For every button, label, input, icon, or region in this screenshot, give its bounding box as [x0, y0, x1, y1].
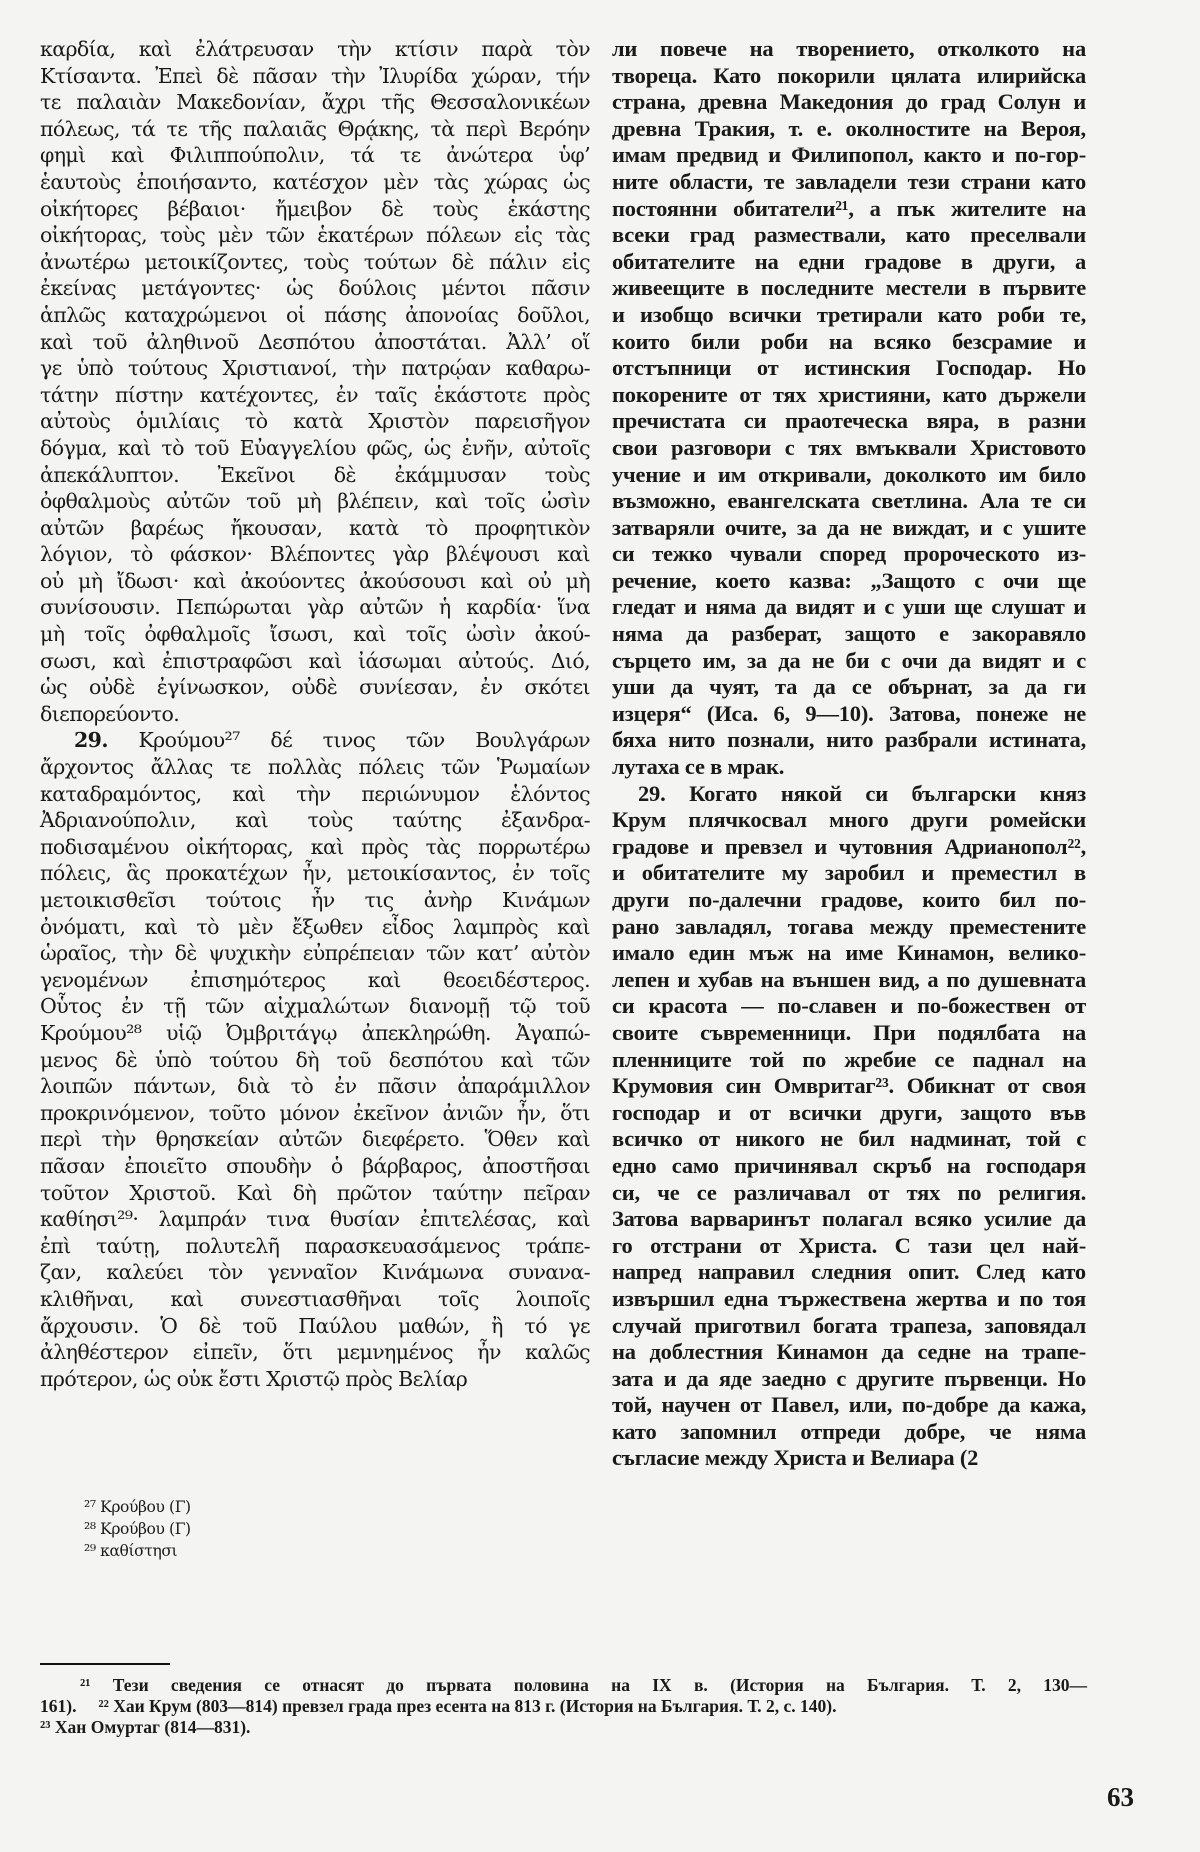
text-line: πρότερον, ὡς οὐκ ἔστι Χριστῷ πρὸς Βελίαρ: [40, 1366, 468, 1391]
greek-footnote-29: ²⁹ καθίστησι: [84, 1542, 178, 1560]
text-line: гледат и няма да видят и с уши ще слушат и: [612, 594, 1086, 620]
text-line: напред направил следния опит. След като: [612, 1259, 1086, 1285]
bulgarian-footnote-21: ²¹ Тези сведения се отнасят до първата половина на IX в. (История на България. Т. 2, 130—: [80, 1675, 1087, 1695]
text-line: καὶ τοῦ ἀληθινοῦ Δεσπότου ἀποστάται. Ἀλλ’ οἵ: [40, 329, 590, 354]
greek-footnote-28: ²⁸ Κρούβου (Γ): [84, 1520, 191, 1538]
text-line: καταδραμόντος, καὶ τὴν περιώνυμον ἑλόντος: [40, 781, 590, 806]
text-line: рано завладял, тогава между преместените: [612, 913, 1086, 939]
text-line: древна Тракия, т. е. околностите на Вероя,: [612, 115, 1086, 141]
text-line: учение и им откривали, доколкото им било: [612, 461, 1086, 487]
text-line: ἀνωτέρω μετοικίζοντες, τοὺς τούτων δὲ πάλιν εἰς: [40, 249, 590, 274]
text-line: διεπορεύοντο.: [40, 701, 180, 726]
text-line: Затова варваринът полагал всяко усилие да: [612, 1206, 1086, 1232]
text-line: οἰκήτορες βέβαιοι· ἤμειβον δὲ τοὺς ἑκάστης: [40, 196, 590, 221]
text-line: всеки град размествали, като преселвали: [612, 222, 1086, 248]
text-line: на доблестния Кинамон да седне на трапе-: [612, 1339, 1086, 1365]
text-line: като запомнил отпреди добре, че няма: [612, 1418, 1086, 1444]
text-line: αὐτοὺς ὁμιλίαις τὸ κατὰ Χριστὸν παρεισῆγον: [40, 409, 590, 434]
text-line: καρδία, καὶ ἐλάτρευσαν τὴν κτίσιν παρὰ τὸν: [40, 37, 590, 61]
text-line: τοῦτον Χριστοῦ. Καὶ δὴ πρῶτον ταύτην πεῖραν: [40, 1180, 590, 1205]
text-line: Крумовия син Омвритаг²³. Обикнат от своя: [612, 1073, 1086, 1099]
bulgarian-translation-column: [612, 36, 1086, 1472]
text-line: πόλεως, τά τε τῆς παλαιᾶς Θρᾴκης, τὰ περὶ Βερόην: [40, 116, 590, 141]
text-line: ὀφθαλμοὺς αὐτῶν τοῦ μὴ βλέπειν, καὶ τοῖς ὠσὶν: [40, 489, 590, 514]
text-line: имам предвид и Филипопол, както и по-гор-: [612, 142, 1086, 168]
text-line: μὴ τοῖς ὀφθαλμοῖς ἴσωσι, καὶ τοῖς ὠσὶν ἀκού-: [40, 622, 590, 647]
text-line: δόγμα, καὶ τὸ τοῦ Εὐαγγελίου φῶς, ὡς ἐνῆν, αὐτοῖς: [40, 435, 590, 460]
text-line: Κτίσαντα. Ἐπεὶ δὲ πᾶσαν τὴν Ἰλυρίδα χώραν, τήν: [40, 63, 590, 88]
bulgarian-footnotes: [40, 1675, 1087, 1738]
text-line: и обитателите му заробил и преместил в: [612, 860, 1086, 886]
text-line: лутаха се в мрак.: [612, 754, 785, 780]
text-line: μενος δὲ ὑπὸ τούτου δὴ τοῦ δεσπότου καὶ τῶν: [40, 1047, 590, 1072]
text-line: ἀληθέστερον εἰπεῖν, ὅτι μεμνημένος ἦν καλῶς: [40, 1340, 590, 1365]
text-line: лепен и хубав на външен вид, а по душевната: [612, 966, 1086, 992]
text-line: съгласие между Христа и Велиара (2: [612, 1445, 979, 1471]
text-line: и изобщо всички третирали като роби те,: [612, 301, 1086, 327]
text-line: свои разговори с тях вмъквали Христовото: [612, 434, 1086, 460]
text-line: οἰκήτορας, τοὺς μὲν τῶν ἑκατέρων πόλεων εἰς τὰς: [40, 223, 590, 248]
bulgarian-footnote-22: 161). ²² Хаи Крум (803—814) превзел града през есента на 813 г. (История на България. Т. 2, с. 140).: [40, 1696, 837, 1716]
text-line: καθίησι²⁹· λαμπράν τινα θυσίαν ἐπιτελέσας, καὶ: [40, 1207, 590, 1232]
greek-apparatus-footnotes: [84, 1496, 191, 1562]
text-line: ните области, те завладели тези страни като: [612, 168, 1086, 194]
page-number: 63: [1107, 1782, 1134, 1812]
text-line: извършил една тържествена жертва и по тоя: [612, 1285, 1086, 1311]
text-line: φημὶ καὶ Φιλιππούπολιν, τά τε ἀνώτερα ὑφ’: [40, 143, 590, 168]
text-line: имало един мъж на име Кинамон, велико-: [612, 940, 1086, 966]
text-line: ἀπεκάλυπτον. Ἐκεῖνοι δὲ ἐκάμμυσαν τοὺς: [40, 462, 590, 487]
text-line: συνίσουσιν. Πεπώρωται γὰρ αὐτῶν ἡ καρδία· ἵνα: [40, 595, 590, 620]
text-line: πᾶσαν ἐποιεῖτο σπουδὴν ὁ βάρβαρος, ἀποστῆσαι: [40, 1153, 590, 1178]
text-line: изцеря“ (Иса. 6, 9—10). Затова, понеже не: [612, 700, 1086, 726]
text-line: κλιθῆναι, καὶ συνεστιασθῆναι τοῖς λοιποῖς: [40, 1286, 590, 1311]
text-line: покорените от тях християни, като държели: [612, 381, 1086, 407]
text-line: προκρινόμενον, τοῦτο μόνον ἐκεῖνον ἀνιῶν ἦν, ὅτι: [40, 1100, 590, 1125]
text-line: пленниците той по жребие се паднал на: [612, 1046, 1086, 1072]
text-line: едно само причинявал скръб на господаря: [612, 1152, 1086, 1178]
text-line: ὀνόματι, καὶ τὸ μὲν ἔξωθεν εἶδος λαμπρὸς καὶ: [40, 914, 590, 939]
text-line: λοιπῶν πάντων, διὰ τὸ ἐν πᾶσιν ἀπαράμιλλον: [40, 1074, 590, 1099]
text-line: господар и от всички други, защото във: [612, 1099, 1086, 1125]
text-line: ἑαυτοὺς ἐποιήσαντο, κατέσχον μὲν τὰς χώρας ὡς: [40, 169, 590, 194]
text-line: бяха нито познали, нито разбрали истината,: [612, 727, 1086, 753]
text-line: той, научен от Павел, или, по-добре да кажа,: [612, 1392, 1086, 1418]
text-line: ὡραῖος, τὴν δὲ ψυχικὴν εὐπρέπειαν τῶν κατ’ αὐτὸν: [40, 941, 590, 966]
text-line: градове и превзел и чутовния Адрианопол²²,: [612, 833, 1086, 859]
text-line: възможно, евангелската светлина. Ала те си: [612, 488, 1086, 514]
text-line: затваряли очите, за да не виждат, и с ушите: [612, 514, 1086, 540]
text-line: други по-далечни градове, които бил по-: [612, 887, 1086, 912]
text-line: ἄρχουσιν. Ὁ δὲ τοῦ Παύλου μαθών, ἢ τό γε: [40, 1313, 590, 1338]
bulgarian-footnote-23: ²³ Хан Омуртаг (814—831).: [40, 1717, 251, 1737]
text-line: ὡς οὐδὲ ἐγίνωσκον, οὐδὲ συνίεσαν, ἐν σκότει: [40, 675, 590, 700]
footnote-separator-rule: [40, 1663, 170, 1665]
text-line: σωσι, καὶ ἐπιστραφῶσι καὶ ἰάσωμαι αὐτούς. Διό,: [40, 648, 590, 673]
text-line: своите съвременници. При подялбата на: [612, 1019, 1086, 1045]
text-line: си, че се различавал от тях по религия.: [612, 1179, 1086, 1205]
text-line: няма да разберат, защото е закоравяло: [612, 621, 1086, 647]
text-line: обитателите на едни градове в други, а: [612, 248, 1086, 274]
text-line: си тежко чували според пророческото из-: [612, 541, 1086, 567]
text-line: τε παλαιὰν Μακεδονίαν, ἄχρι τῆς Θεσσαλονικέων: [40, 90, 590, 115]
text-line: ἐκείνας μετάγοντες· ὡς δούλοις μέντοι πᾶσιν: [40, 276, 590, 301]
text-line: πόλεις, ἃς προκατέχων ἦν, μετοικίσαντος, ἐν τοῖς: [40, 861, 590, 886]
text-line: 29. Κρούμου²⁷ δέ τινος τῶν Βουλγάρων: [74, 728, 590, 753]
text-line: които били роби на всяко безсрамие и: [612, 328, 1086, 354]
paragraph-number: 29.: [74, 728, 108, 753]
text-line: уши да чуят, та да се обърнат, за да ги: [612, 674, 1086, 700]
text-line: твореца. Като покорили цялата илирийска: [612, 62, 1086, 88]
text-line: λόγιον, τὸ φάσκον· Βλέποντες γὰρ βλέψουσι καὶ: [40, 542, 590, 567]
greek-footnote-27: ²⁷ Κρούβου (Γ): [84, 1498, 191, 1516]
text-line: живеещите в последните местели в първите: [612, 275, 1086, 301]
greek-text-column: [40, 36, 590, 1392]
text-line: си красота — по-славен и по-божествен от: [612, 993, 1086, 1019]
text-line: постоянни обитатели²¹, а пък жителите на: [612, 195, 1086, 221]
text-line: отстъпници от истинския Господар. Но: [612, 355, 1086, 381]
text-line: γε ὑπὸ τούτους Χριστιανοί, τὴν πατρῴαν καθαρω-: [40, 356, 590, 381]
text-line: го отстрани от Христа. С тази цел най-: [612, 1232, 1086, 1258]
text-line: зата и да яде заедно с другите първенци. Но: [612, 1365, 1086, 1391]
text-line: περὶ τὴν θρησκείαν αὐτῶν διεφέρετο. Ὅθεν καὶ: [40, 1127, 590, 1152]
text-line: αὐτῶν βαρέως ἤκουσαν, κατὰ τὸ προφητικὸν: [40, 515, 590, 540]
text-line: пречистата си праотеческа вяра, в разни: [612, 408, 1086, 434]
text-line: γενομένων ἐπισημότερος καὶ θεοειδέστερος.: [40, 967, 590, 992]
text-line: страна, древна Македония до град Солун и: [612, 89, 1086, 115]
text-line: ποδισαμένου οἰκήτορας, καὶ πρὸς τὰς πορρωτέρω: [40, 834, 590, 859]
text-line: ли повече на творението, отколкото на: [612, 36, 1086, 61]
text-line: Οὗτος ἐν τῇ τῶν αἰχμαλώτων διανομῇ τῷ τοῦ: [40, 994, 590, 1019]
text-line: ἐπὶ ταύτῃ, πολυτελῆ παρασκευασάμενος τράπε-: [40, 1233, 590, 1258]
text-line: Κρούμου²⁸ υἱῷ Ὀμβριτάγῳ ἀπεκληρώθη. Ἀγαπώ-: [40, 1020, 590, 1045]
text-line: Ἀδριανούπολιν, καὶ τοὺς ταύτης ἐξανδρα-: [40, 808, 590, 833]
text-line: μετοικισθεῖσι τούτοις ἦν τις ἀνὴρ Κινάμων: [40, 888, 590, 912]
text-line: всичко от никого не бил надминат, той с: [612, 1126, 1086, 1152]
text-line: τάτην πίστην κατέχοντες, ἐν ταῖς ἑκάστοτε πρὸς: [40, 382, 590, 407]
text-line: ἁπλῶς καταχρώμενοι οἱ πάσης ἀπονοίας δοῦλοι,: [40, 302, 590, 327]
text-line: сърцето им, за да не би с очи да видят и с: [612, 647, 1086, 673]
text-line: οὐ μὴ ἴδωσι· καὶ ἀκούοντες ἀκούσουσι καὶ οὐ μὴ: [40, 568, 590, 593]
text-line: Крум плячкосвал много други ромейски: [612, 807, 1086, 833]
text-line: 29. Когато някой си български княз: [638, 780, 1086, 806]
text-line: ζαν, καλεύει τὸν γενναῖον Κινάμωνα συνανα-: [40, 1260, 590, 1285]
text-line: речение, което казва: „Защото с очи ще: [612, 567, 1086, 593]
text-line: ἄρχοντος ἄλλας τε πολλὰς πόλεις τῶν Ῥωμαίων: [40, 755, 590, 780]
text-line: случай приготвил богата трапеза, заповядал: [612, 1312, 1086, 1338]
